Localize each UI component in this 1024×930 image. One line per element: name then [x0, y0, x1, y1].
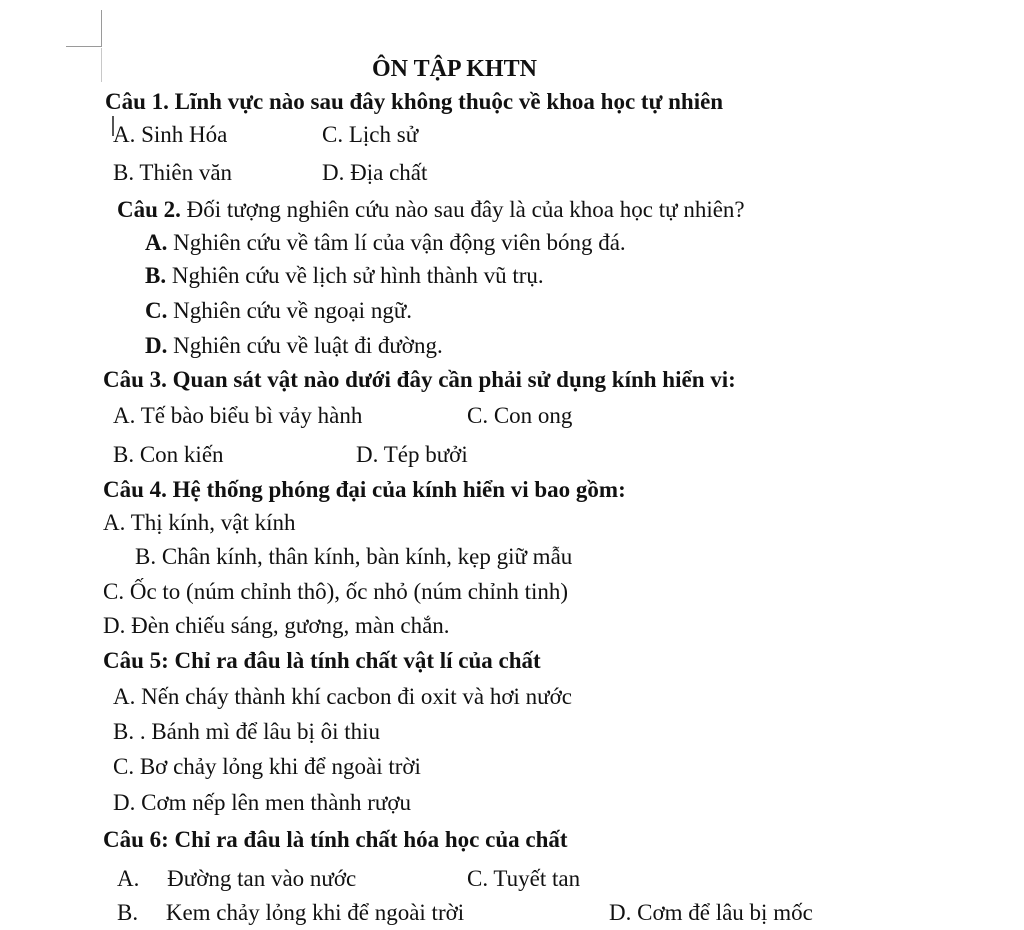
q5-option-c: C. Bơ chảy lỏng khi để ngoài trời — [113, 754, 421, 779]
q2-option-c — [145, 297, 412, 325]
page-crop-mark — [101, 10, 102, 46]
q6-option-b-text: Kem chảy lỏng khi để ngoài trời — [165, 900, 465, 925]
q1-option-c: C. Lịch sử — [322, 122, 419, 147]
q6-option-d: D. Cơm để lâu bị mốc — [609, 900, 813, 925]
question-2-text: Đối tượng nghiên cứu nào sau đây là của khoa học tự nhiên? — [186, 197, 745, 222]
q2-option-d-text: Nghiên cứu về luật đi đường. — [173, 333, 443, 358]
document-title: ÔN TẬP KHTN — [372, 56, 537, 82]
q2-option-c-label: C. — [145, 298, 168, 323]
q6-option-a-label: A. — [117, 866, 140, 891]
q1-option-b: B. Thiên văn — [113, 160, 233, 185]
q3-option-b: B. Con kiến — [113, 442, 224, 467]
q1-option-a: A. Sinh Hóa — [113, 122, 228, 147]
q4-option-a: A. Thị kính, vật kính — [103, 510, 296, 535]
q5-option-b: B. . Bánh mì để lâu bị ôi thiu — [113, 719, 381, 744]
question-6: Câu 6: Chỉ ra đâu là tính chất hóa học của chất — [103, 827, 568, 852]
question-1: Câu 1. Lĩnh vực nào sau đây không thuộc về khoa học tự nhiên — [105, 89, 724, 114]
question-2-label: Câu 2. — [117, 197, 181, 222]
question-2 — [117, 196, 745, 224]
q6-option-b — [117, 899, 464, 927]
q3-option-c: C. Con ong — [467, 403, 573, 428]
q5-option-d: D. Cơm nếp lên men thành rượu — [113, 790, 412, 815]
q5-option-a: A. Nến cháy thành khí cacbon đi oxit và hơi nước — [113, 684, 572, 709]
q2-option-c-text: Nghiên cứu về ngoại ngữ. — [173, 298, 413, 323]
q2-option-b-label: B. — [145, 263, 167, 288]
q2-option-b — [145, 262, 544, 290]
q6-option-c: C. Tuyết tan — [467, 866, 581, 891]
question-5: Câu 5: Chỉ ra đâu là tính chất vật lí của chất — [103, 648, 541, 673]
q2-option-d-label: D. — [145, 333, 168, 358]
q6-option-b-label: B. — [117, 900, 139, 925]
q6-option-a — [117, 865, 356, 893]
q3-option-d: D. Tép bưởi — [356, 442, 468, 467]
q2-option-a-text: Nghiên cứu về tâm lí của vận động viên bóng đá. — [173, 230, 626, 255]
q2-option-a — [145, 229, 626, 257]
q2-option-d — [145, 332, 443, 360]
q4-option-d: D. Đèn chiếu sáng, gương, màn chắn. — [103, 613, 450, 638]
q2-option-a-label: A. — [145, 230, 168, 255]
q4-option-b: B. Chân kính, thân kính, bàn kính, kẹp giữ mẫu — [135, 544, 573, 569]
q3-option-a: A. Tế bào biểu bì vảy hành — [113, 403, 363, 428]
question-3: Câu 3. Quan sát vật nào dưới đây cần phải sử dụng kính hiển vi: — [103, 367, 736, 392]
question-4: Câu 4. Hệ thống phóng đại của kính hiển vi bao gồm: — [103, 477, 626, 502]
q4-option-c: C. Ốc to (núm chỉnh thô), ốc nhỏ (núm chỉnh tinh) — [103, 579, 569, 604]
q2-option-b-text: Nghiên cứu về lịch sử hình thành vũ trụ. — [171, 263, 544, 288]
q1-option-d: D. Địa chất — [322, 160, 428, 185]
q6-option-a-text: Đường tan vào nước — [167, 866, 357, 891]
page-crop-mark — [66, 46, 102, 47]
page-margin-line — [101, 48, 102, 82]
